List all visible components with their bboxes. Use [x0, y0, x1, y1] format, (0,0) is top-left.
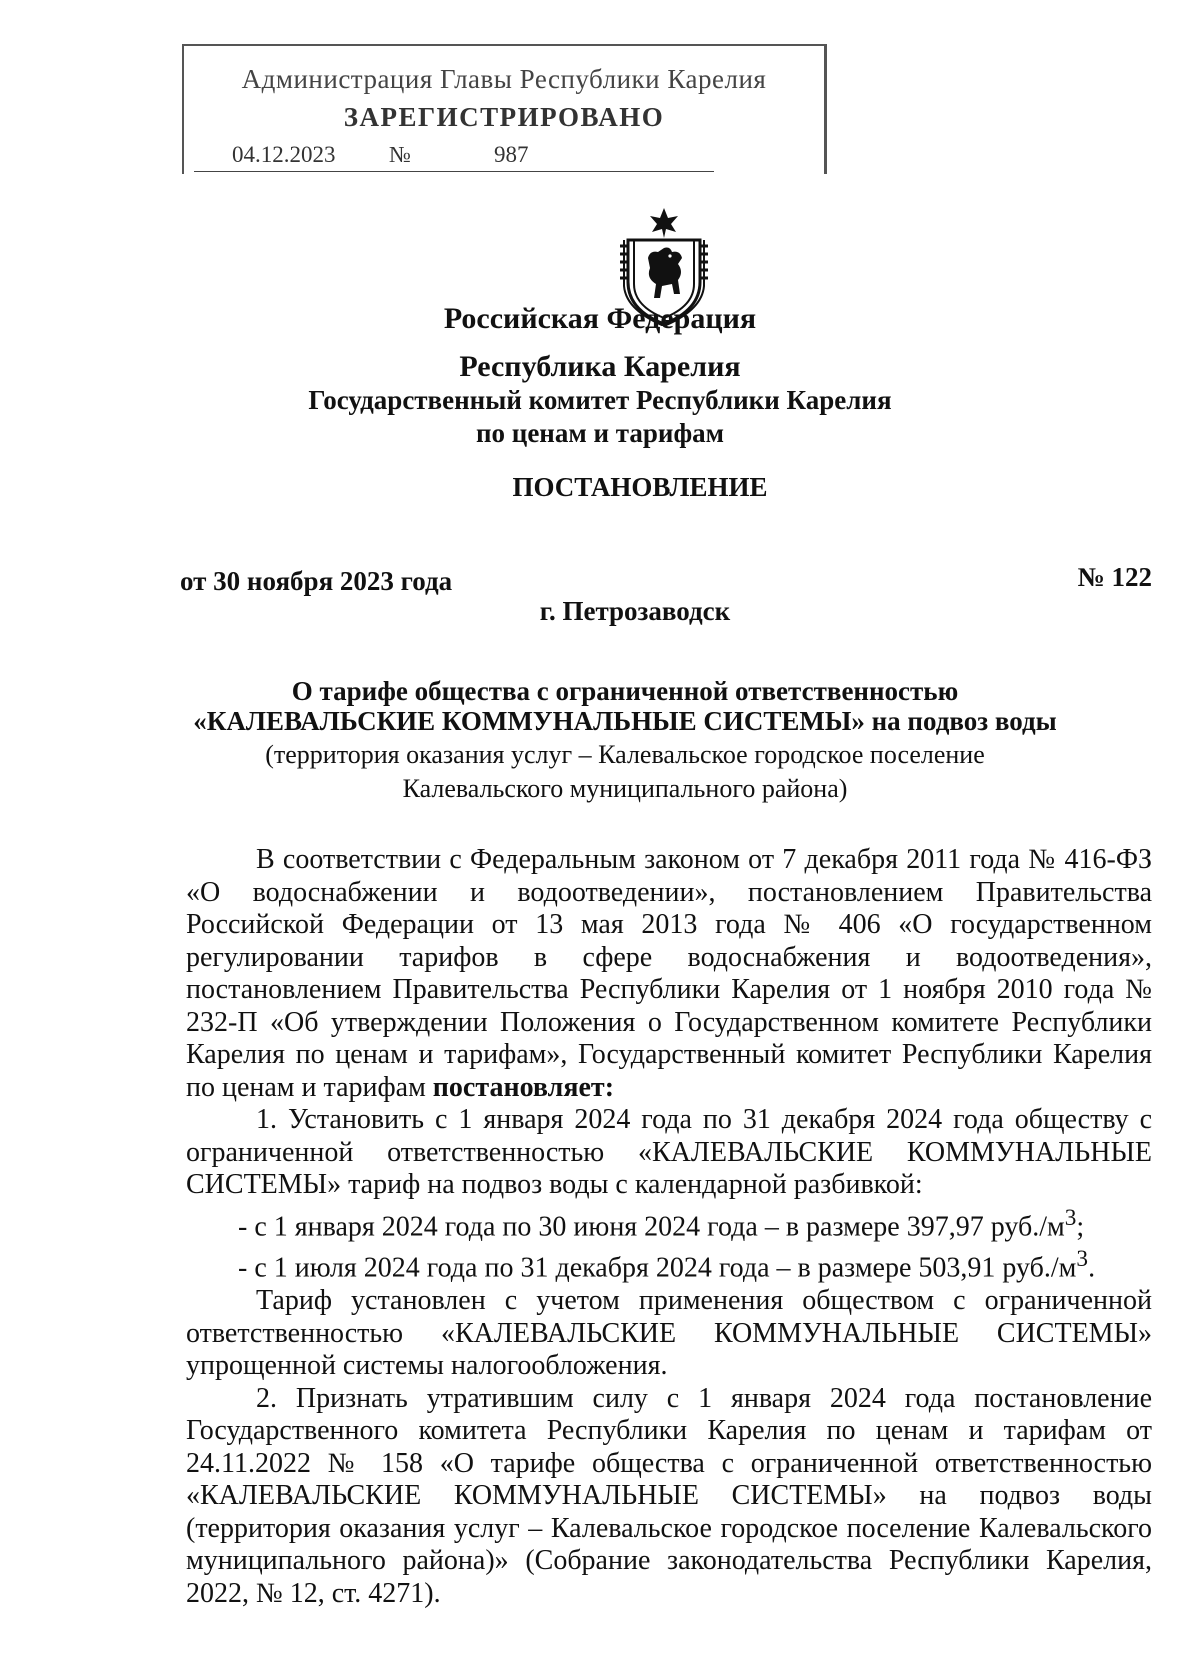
- rate-1-end: ;: [1076, 1210, 1085, 1242]
- title-subline1: (территория оказания услуг – Калевальское городское поселение: [265, 740, 985, 769]
- document-date: от 30 ноября 2023 года: [180, 566, 453, 596]
- stamp-number-sign: №: [389, 142, 411, 167]
- stamp-date: 04.12.2023: [232, 142, 336, 167]
- preamble-text: В соответствии с Федеральным законом от 7 декабря 2011 года № 416-ФЗ «О водоснабжении и водоотведении», постановлением Правительства Российской Федерации от 13 мая 2013 года № 406 «О государственном регулировании тарифов в сфере водоснабжения и водоотведения», постановлением Правительства Республики Карелия от 1 ноября 2010 года № 232-П «Об утверждении Положения о Государственном комитете Республики Карелия по ценам и тарифам», Государственный комитет Республики Карелия по ценам и тарифам: [186, 844, 1152, 1103]
- item-2-paragraph: 2. Признать утратившим силу с 1 января 2024 года постановление Государственного комитета Республики Карелия по ценам и тарифам от 24.11.2022 № 158 «О тарифе общества с ограниченной ответственностью «КАЛЕВАЛЬСКИЕ КОММУНАЛЬНЫЕ СИСТЕМЫ» на подвоз воды (территория оказания услуг – Калевальское городское поселение Калевальского муниципального района)» (Собрание законодательства Республики Карелия, 2022, № 12, ст. 4271).: [186, 1382, 1152, 1609]
- rate-2-cube-sup: 3: [1076, 1246, 1089, 1273]
- document-type: ПОСТАНОВЛЕНИЕ: [512, 472, 768, 502]
- tariff-note-paragraph: Тариф установлен с учетом применения обществом с ограниченной ответственностью «КАЛЕВАЛЬСКИЕ КОММУНАЛЬНЫЕ СИСТЕМЫ» упрощенной системы налогообложения.: [186, 1285, 1152, 1382]
- title-line1: О тарифе общества с ограниченной ответственностью: [291, 676, 959, 706]
- header-federation: Российская Федерация: [443, 302, 757, 335]
- stamp-number: 987: [494, 142, 529, 167]
- rate-1-text: - с 1 января 2024 года по 30 июня 2024 года – в размере 397,97 руб./м: [238, 1210, 1065, 1242]
- title-subline2: Калевальского муниципального района): [402, 774, 848, 803]
- rate-1-cube-sup: 3: [1064, 1204, 1077, 1231]
- rate-2-end: .: [1088, 1252, 1096, 1284]
- rate-1-line: [186, 1202, 1152, 1244]
- registration-stamp: [182, 44, 827, 174]
- preamble-colon: :: [604, 1071, 615, 1103]
- document-number: № 122: [1077, 562, 1152, 592]
- stamp-underline: [194, 171, 714, 172]
- item-1-paragraph: 1. Установить с 1 января 2024 года по 31 декабря 2024 года обществу с ограниченной ответственностью «КАЛЕВАЛЬСКИЕ КОММУНАЛЬНЫЕ СИСТЕМЫ» тариф на подвоз воды с календарной разбивкой:: [186, 1104, 1152, 1200]
- header-committee-line2: по ценам и тарифам: [475, 418, 725, 448]
- header-committee-line1: Государственный комитет Республики Карелия: [308, 385, 892, 415]
- preamble-decision-word: постановляет: [432, 1071, 605, 1103]
- document-city: г. Петрозаводск: [539, 596, 731, 626]
- title-line2: «КАЛЕВАЛЬСКИЕ КОММУНАЛЬНЫЕ СИСТЕМЫ» на подвоз воды: [193, 706, 1057, 736]
- stamp-admin-text: Администрация Главы Республики Карелия: [241, 64, 767, 94]
- rate-2-text: - с 1 июля 2024 года по 31 декабря 2024 года – в размере 503,91 руб./м: [238, 1252, 1077, 1284]
- stamp-registered-text: ЗАРЕГИСТРИРОВАНО: [343, 102, 665, 132]
- document-body: [186, 844, 1152, 1610]
- preamble-paragraph: [186, 844, 1152, 1104]
- rate-2-line: [186, 1243, 1152, 1285]
- header-republic: Республика Карелия: [459, 350, 741, 383]
